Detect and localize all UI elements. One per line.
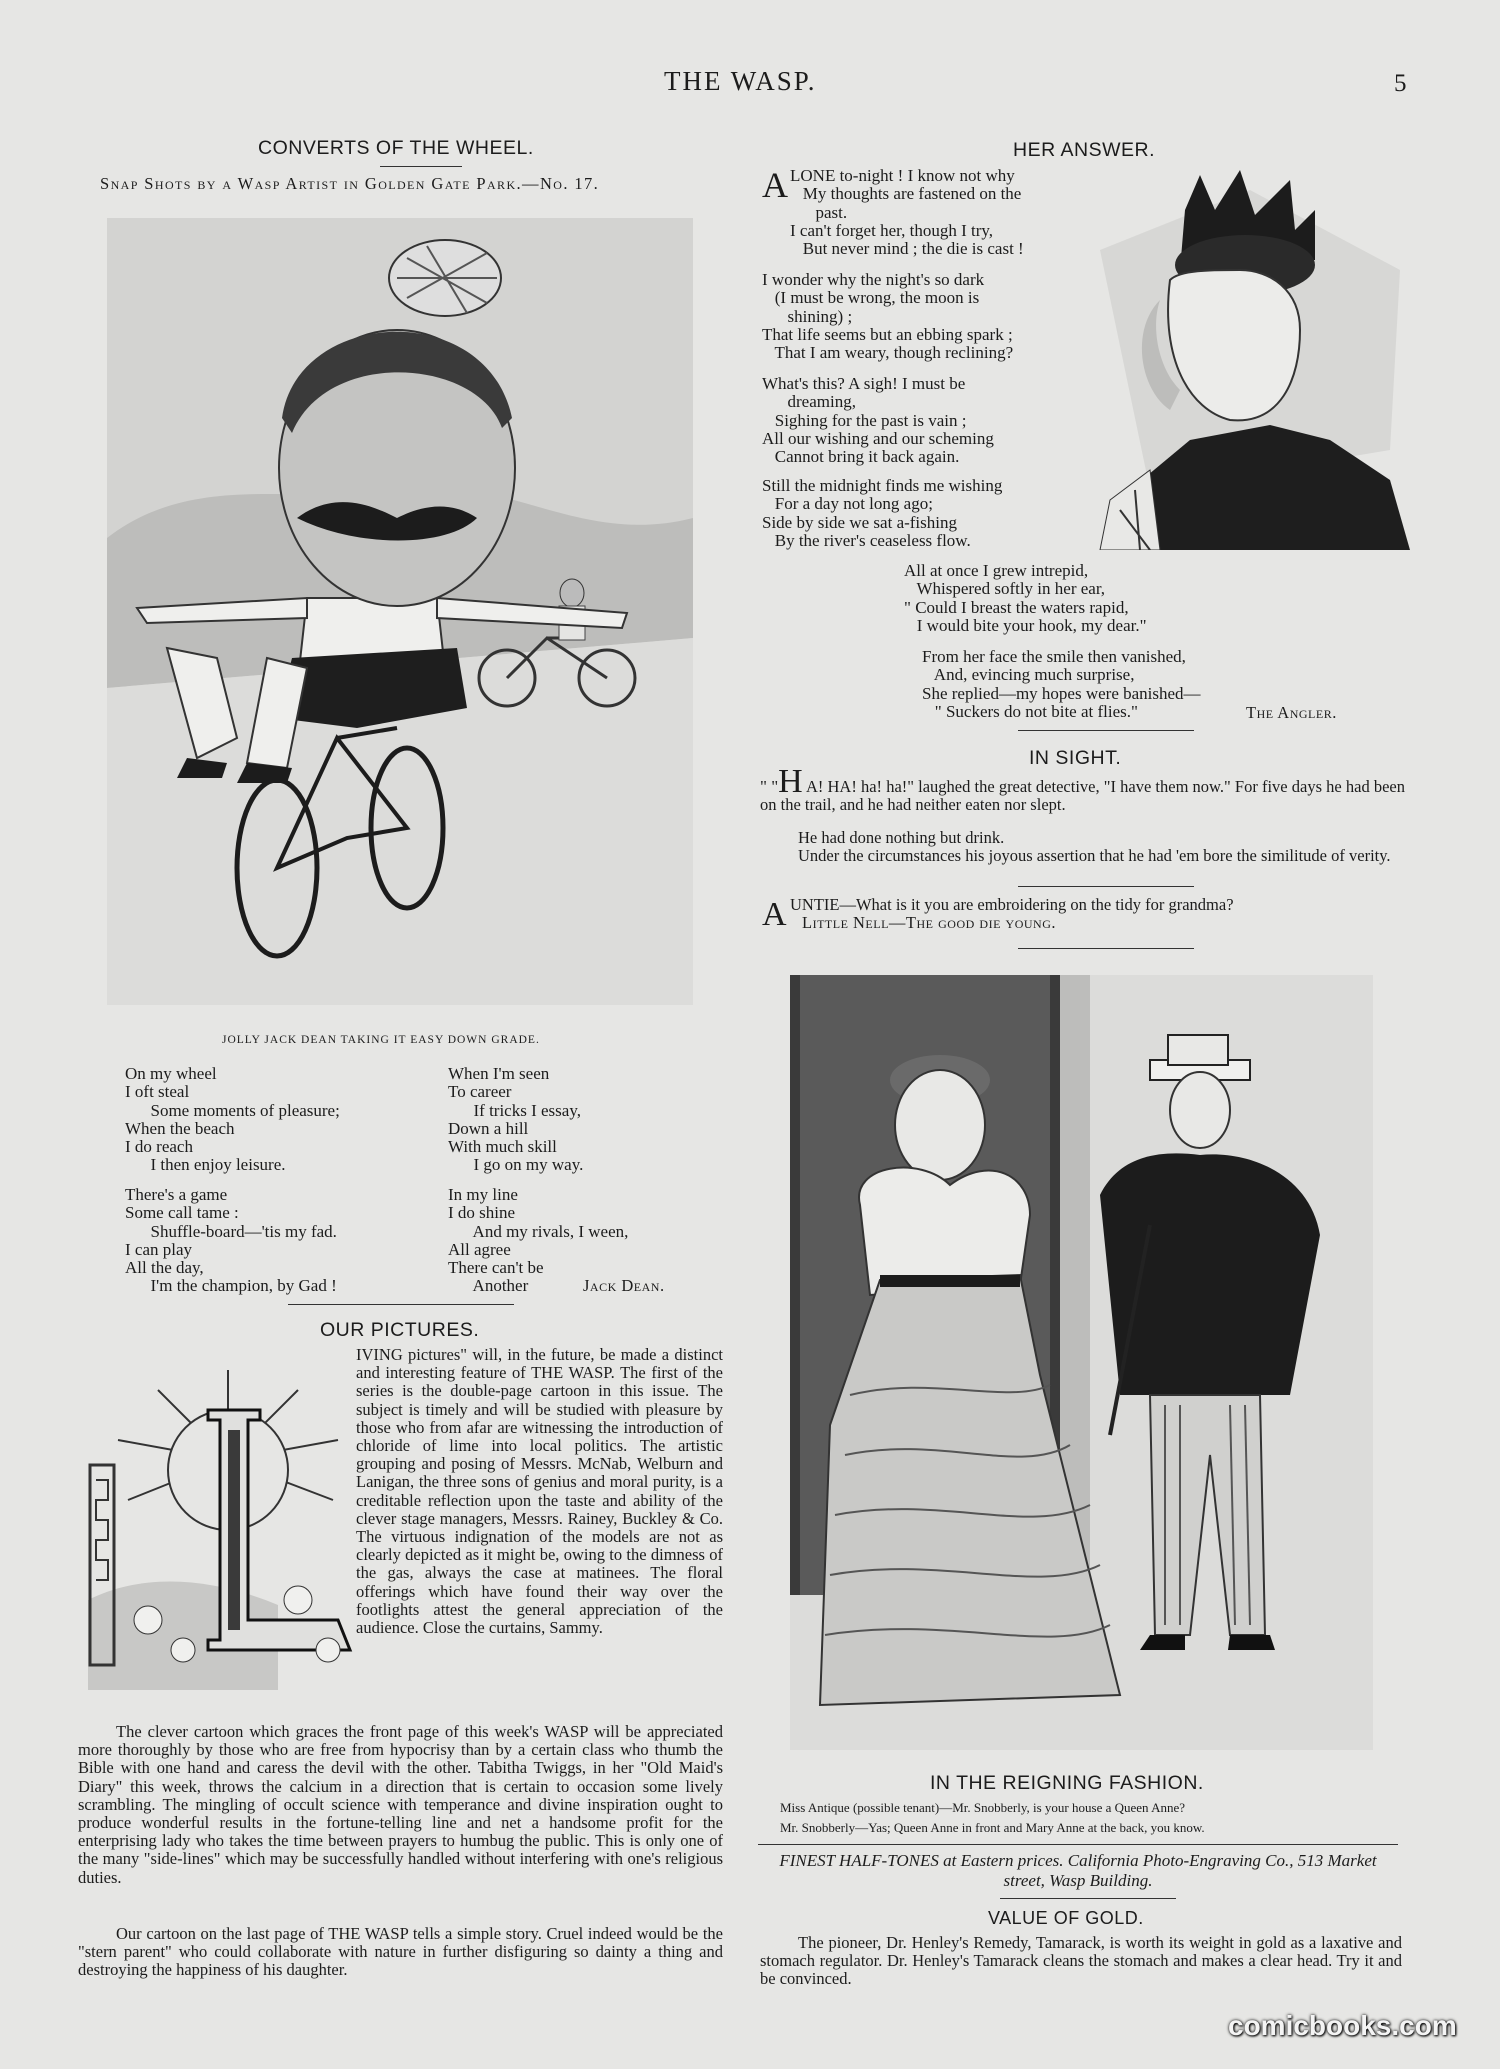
woman-portrait-illustration: [1090, 170, 1410, 550]
her-answer-stanza-4: Still the midnight finds me wishing For a day not long ago; Side by side we sat a-fishing By the river's ceaseless flow.: [762, 476, 1003, 550]
divider: [380, 166, 462, 167]
dropcap-a: A: [762, 165, 788, 205]
in-sight-dropcap: " ": [760, 777, 779, 796]
her-answer-stanza-3: What's this? A sigh! I must be dreaming, Sighing for the past is vain ; All our wishing and our scheming Cannot bring it back again.: [762, 374, 994, 467]
divider: [1018, 886, 1194, 887]
poem-column-2a: When I'm seen To career If tricks I essay, Down a hill With much skill I go on my way.: [448, 1064, 584, 1175]
our-pictures-heading: OUR PICTURES.: [320, 1319, 480, 1341]
in-sight-heading: IN SIGHT.: [1029, 747, 1122, 769]
initial-spacer: [88, 1346, 356, 1664]
poem-signature: Jack Dean.: [583, 1276, 665, 1295]
reigning-caption-1: Miss Antique (possible tenant)—Mr. Snobberly, is your house a Queen Anne?: [780, 1800, 1185, 1815]
in-sight-paragraph-1: [760, 763, 1405, 815]
our-pictures-text-1: IVING pictures" will, in the future, be made a distinct and interesting feature of THE WASP. The first of the series is the double-page cartoon in this issue. The subject is timely and will be studied with pleasure by those who from afar are witnessing the introduction of chloride of lime into local politics. The artistic grouping and posing of Messrs. McNab, Welburn and Lanigan, the three sons of genius and moral purity, is a creditable reflection upon the taste and ability of the clever stage managers, Messrs. Rainey, Buckley & Co. The virtuous indignation of the models are not as clearly depicted as it might be, owing to the dimness of the gas, always the case at matinees. The floral offerings which have found their way over the footlights attest the general appreciation of the audience. Close the curtains, Sammy.: [356, 1345, 723, 1638]
poem-column-1b: There's a game Some call tame : Shuffle-board—'tis my fad. I can play All the day, I'm the champion, by Gad !: [125, 1185, 337, 1296]
her-answer-heading: HER ANSWER.: [1013, 139, 1156, 161]
divider: [1018, 948, 1194, 949]
divider: [288, 1304, 514, 1305]
poem-column-2b: In my line I do shine And my rivals, I ween, All agree There can't be Another: [448, 1185, 629, 1296]
reigning-caption-2: Mr. Snobberly—Yas; Queen Anne in front and Mary Anne at the back, you know.: [780, 1820, 1205, 1835]
cyclist-illustration: [107, 218, 693, 1005]
our-pictures-paragraph-2: The clever cartoon which graces the front page of this week's WASP will be appreciated more thoroughly by those who are free from hypocrisy than by a certain class who thumb the Bible with one hand and caress the devil with the other. Tabitha Twiggs, in her "Old Maid's Diary" this week, throws the calcium in a direction that is certain to occasion some lively scrambling. The mingling of occult science with temperance and divine inspiration ought to produce wonderful results in the fortune-telling line and net a handsome profit for the enterprising lady who takes the time between prayers to humbug the public. This is only one of the many "side-lines" which may be successfully handled without interfering with one's religious duties.: [78, 1722, 723, 1887]
her-answer-stanza-6: From her face the smile then vanished, And, evincing much surprise, She replied—my hopes were banished— " Suckers do not bite at flies.": [922, 647, 1201, 721]
her-answer-stanza-5: All at once I grew intrepid, Whispered softly in her ear, " Could I breast the waters rapid, I would bite your hook, my dear.": [904, 561, 1147, 635]
divider: [758, 1844, 1398, 1845]
dropcap-h: H: [778, 763, 803, 800]
value-of-gold-heading: VALUE OF GOLD.: [988, 1908, 1144, 1928]
reigning-heading: IN THE REIGNING FASHION.: [930, 1772, 1204, 1794]
divider: [1000, 1898, 1176, 1899]
cyclist-caption: JOLLY JACK DEAN TAKING IT EASY DOWN GRADE.: [222, 1034, 540, 1046]
fashion-drawing: [790, 975, 1373, 1750]
cyclist-drawing: [107, 218, 693, 1005]
auntie-line-2: Little Nell—The good die young.: [802, 913, 1056, 932]
in-sight-paragraph-2: He had done nothing but drink.: [798, 828, 1005, 847]
her-answer-stanza-1: LONE to-night ! I know not why My thoughts are fastened on the past. I can't forget her, though I try, But never mind ; the die is cast !: [790, 166, 1024, 259]
her-answer-signature: The Angler.: [1246, 703, 1337, 722]
auntie-line-1: UNTIE—What is it you are embroidering on the tidy for grandma?: [790, 895, 1234, 914]
masthead-title: THE WASP.: [664, 66, 817, 96]
in-sight-text-1: A! HA! ha! ha!" laughed the great detective, "I have them now." For five days he had been on the trail, and he had neither eaten nor slept.: [760, 777, 1405, 815]
in-sight-paragraph-3: Under the circumstances his joyous assertion that he had 'em bore the similitude of verity.: [798, 846, 1391, 865]
our-pictures-paragraph-3: Our cartoon on the last page of THE WASP tells a simple story. Cruel indeed would be the "stern parent" who could collaborate with nature in further disfiguring so dainty a thing and destroying the happiness of his daughter.: [78, 1924, 723, 1980]
divider: [1018, 730, 1194, 731]
ad-text: FINEST HALF-TONES at Eastern prices. California Photo-Engraving Co., 513 Market street, Wasp Building.: [779, 1851, 1377, 1890]
our-pictures-paragraph-1: [88, 1346, 723, 1664]
woman-portrait-drawing: [1090, 170, 1410, 550]
dropcap-a2: A: [762, 896, 787, 933]
converts-subheading: Snap Shots by a Wasp Artist in Golden Gate Park.—No. 17.: [100, 174, 600, 193]
reigning-fashion-illustration: [790, 975, 1373, 1750]
poem-column-1a: On my wheel I oft steal Some moments of pleasure; When the beach I do reach I then enjoy leisure.: [125, 1064, 340, 1175]
her-answer-stanza-2: I wonder why the night's so dark (I must be wrong, the moon is shining) ; That life seems but an ebbing spark ; That I am weary, though reclining?: [762, 270, 1014, 363]
page-number: 5: [1394, 70, 1407, 97]
value-of-gold-text: The pioneer, Dr. Henley's Remedy, Tamarack, is worth its weight in gold as a laxative and stomach regulator. Dr. Henley's Tamarack cleans the stomach and makes a clear head. Try it and be convinced.: [760, 1933, 1402, 1989]
watermark-logo[interactable]: comicbooks.com: [1228, 2010, 1457, 2041]
converts-heading: CONVERTS OF THE WHEEL.: [258, 137, 534, 159]
